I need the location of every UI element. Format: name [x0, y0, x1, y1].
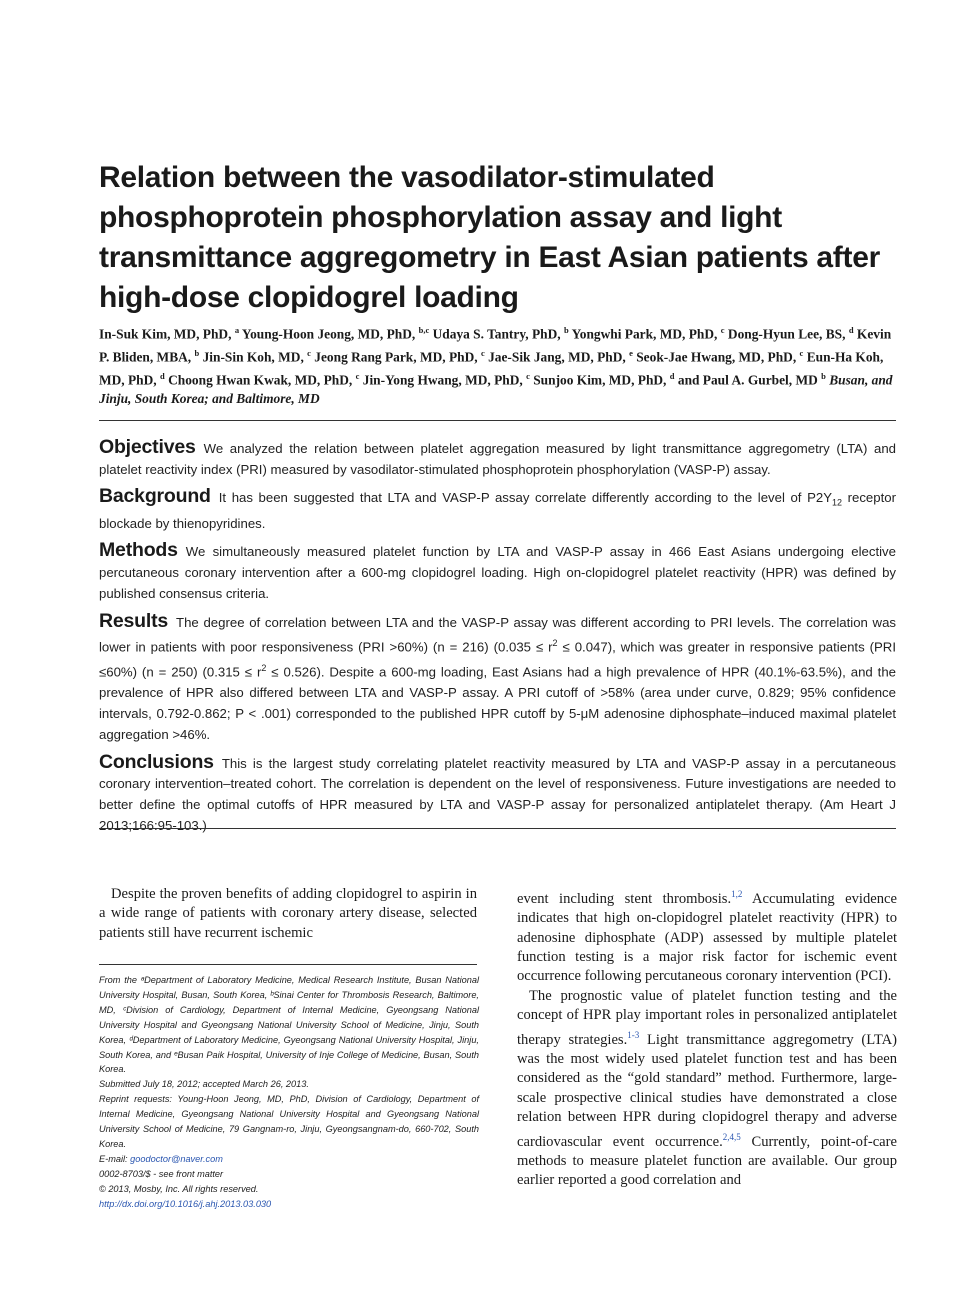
abstract-bottom-rule [99, 828, 896, 829]
objectives-heading: Objectives [99, 436, 196, 458]
background-text: It has been suggested that LTA and VASP-P assay correlate differently according to the level of P2Y [218, 490, 832, 506]
methods-text: We simultaneously measured platelet function by LTA and VASP-P assay in 466 East Asians undergoing elective percutaneous coronary intervention after a 600-mg clopidogrel loading. High on-clopidogrel platelet reactivity (HPR) was defined by published consensus criteria. [99, 544, 896, 601]
copyright-note: © 2013, Mosby, Inc. All rights reserved. [99, 1183, 259, 1194]
author-name: Udaya S. Tantry, PhD, [432, 326, 561, 342]
author-name: Jin-Yong Hwang, MD, PhD, [362, 372, 523, 388]
author-affiliation-mark: e [629, 347, 633, 358]
methods-heading: Methods [99, 539, 178, 562]
abstract-conclusions [99, 752, 896, 837]
abstract-results [99, 611, 896, 746]
author-affiliation-mark: c [355, 370, 360, 381]
conclusions-text: This is the largest study correlating platelet reactivity measured by LTA and VASP-P assay in a percutaneous coronary intervention–treated cohort. The correlation is dependent on the level of responsiveness. Future investigations are needed to better define the optimal cutoffs of HPR measured by LTA and VASP-P assay for personalized antiplatelet therapy. (Am Heart J 2013;166:95-103.) [99, 755, 896, 833]
author-affiliation-mark: c [307, 347, 311, 358]
author-name: Jin-Sin Koh, MD, [202, 349, 304, 365]
affiliations-note: From the ᵃDepartment of Laboratory Medicine, Medical Research Institute, Busan National University Hospital, Busan, South Korea, ᵇSinai Center for Thrombosis Research, Baltimore, MD, ᶜDivision of Cardiology, Department of Internal Medicine, Gyeongsang National University Hospital and Gyeongsang National University School of Medicine, Jinju, South Korea, ᵈDepartment of Laboratory Medicine, Gyeongsang National University Hospital, Jinju, South Korea, and ᵉBusan Paik Hospital, University of Inje College of Medicine, Busan, South Korea. [99, 975, 479, 1075]
author-affiliation-mark: b [194, 347, 200, 358]
citation-link[interactable]: 1,2 [731, 889, 743, 899]
author-affiliation-mark: a [234, 325, 240, 335]
author-name: Eun-Ha Koh, MD, PhD, [99, 349, 884, 388]
citation-link[interactable]: 2,4,5 [722, 1131, 741, 1142]
author-name: Yongwhi Park, MD, PhD, [571, 326, 718, 342]
body-paragraph-1 [517, 885, 897, 987]
author-affiliation-mark: c [480, 347, 485, 358]
article-title: Relation between the vasodilator-stimulated phosphoprotein phosphorylation assay and light transmittance aggregometry in East Asian patients after high-dose clopidogrel loading [99, 161, 880, 314]
author-name: Jeong Rang Park, MD, PhD, [314, 349, 478, 365]
abstract-background [99, 486, 896, 534]
author-affiliation-mark: c [799, 347, 804, 358]
results-sup-2: 2 [261, 663, 267, 674]
doi-link[interactable]: http://dx.doi.org/10.1016/j.ahj.2013.03.030 [99, 1198, 272, 1209]
background-subscript: 12 [832, 498, 843, 509]
author-list [99, 321, 899, 408]
background-text-end: receptor blockade by thienopyridines. [99, 490, 896, 531]
p2-text-b: Light transmittance aggregometry (LTA) was the most widely used platelet function test and has been considered as the “gold standard” method. Furthermore, large-scale prospective clinical studies have demonstrated a close relation between HPR during clopidogrel therapy and adverse cardiovascular event occurrence. [517, 1031, 897, 1150]
body-intro-left: Despite the proven benefits of adding clopidogrel to aspirin in a wide range of patients with coronary artery disease, selected patients still have recurrent ischemic [99, 886, 477, 941]
submitted-note: Submitted July 18, 2012; accepted March 26, 2013. [99, 1079, 309, 1090]
abstract [99, 437, 896, 836]
author-affiliation-mark: d [848, 325, 854, 335]
author-locations: Busan, and Jinju, South Korea; and Baltimore, MD [99, 372, 893, 406]
objectives-text: We analyzed the relation between platelet aggregation measured by light transmittance aggregometry (LTA) and platelet reactivity index (PRI) measured by vasodilator-stimulated phosphoprotein phosphorylation (VASP-P) assay. [99, 441, 896, 477]
p2-text-a: The prognostic value of platelet function testing and the concept of HPR play important roles in personalized antiplatelet therapy strategies. [517, 987, 897, 1048]
author-name: Choong Hwan Kwak, MD, PhD, [168, 372, 353, 388]
author-affiliation-mark: c [526, 370, 530, 381]
background-heading: Background [99, 485, 211, 508]
author-affiliation-mark: d [160, 370, 165, 381]
email-link[interactable]: goodoctor@naver.com [130, 1153, 223, 1164]
author-affiliation-mark: b [563, 325, 569, 335]
results-text-1: The degree of correlation between LTA and the VASP-P assay was different according to PRI levels. The correlation was lower in patients with poor responsiveness (PRI >60%) (n = 216) (0.035 ≤ r [99, 614, 896, 655]
p2-text-c: Currently, point-of-care methods to measure platelet function are available. Our group earlier reported a good correlation and [517, 1133, 897, 1189]
abstract-methods [99, 540, 896, 604]
results-text-2: ≤ 0.047), which was greater in responsive patients (PRI ≤60%) (n = 250) (0.315 ≤ r [99, 639, 896, 680]
author-affiliation-mark: b [821, 370, 826, 381]
author-name: Young-Hoon Jeong, MD, PhD, [241, 326, 416, 342]
citation-link[interactable]: 1-3 [627, 1029, 640, 1040]
abstract-objectives [99, 437, 896, 480]
author-name: Seok-Jae Hwang, MD, PhD, [636, 349, 797, 365]
reprint-note: Reprint requests: Young-Hoon Jeong, MD, PhD, Division of Cardiology, Department of Internal Medicine, Gyeongsang National University Hospital and Gyeongsang National University School of Medicine, 79 Gangnam-ro, Jinju, Gyeongsangnam-do, 660-702, South Korea. [99, 1094, 479, 1149]
p1-text-b: Accumulating evidence indicates that high on-clopidogrel platelet reactivity (HPR) to adenosine diphosphate (ADP) assessed by multiple platelet function testing is a major risk factor for ischemic event occurrence following percutaneous coronary intervention (PCI). [517, 890, 897, 985]
email-note [99, 1152, 479, 1167]
author-name: Sunjoo Kim, MD, PhD, [533, 372, 667, 388]
results-text-3: ≤ 0.526). Despite a 600-mg loading, East Asians had a high prevalence of HPR (40.1%-63.5%), and the prevalence of HPR also differed between LTA and VASP-P assay. A PRI cutoff of >58% (area under curve, 0.829; 95% confidence intervals, 0.792-0.862; P < .001) corresponded to the published HPR cutoff by 5-μM adenosine diphosphate–induced maximal platelet aggregation >46%. [99, 664, 896, 742]
author-name: In-Suk Kim, MD, PhD, [99, 326, 232, 342]
author-name: and Paul A. Gurbel, MD [677, 372, 818, 388]
author-affiliation-mark: d [669, 370, 675, 381]
email-label: E-mail: [99, 1153, 131, 1164]
footnote-rule [99, 964, 477, 965]
p1-text-a: event including stent thrombosis. [517, 890, 732, 907]
body-right-column [517, 885, 897, 1191]
results-heading: Results [99, 609, 169, 632]
abstract-top-rule [99, 420, 896, 421]
author-name: Dong-Hyun Lee, BS, [727, 326, 846, 342]
author-name: Kevin P. Bliden, MBA, [99, 326, 892, 365]
issn-note: 0002-8703/$ - see front matter [99, 1168, 224, 1179]
results-sup-1: 2 [552, 638, 558, 649]
body-paragraph-2 [517, 987, 897, 1191]
author-affiliation-mark: b,c [418, 325, 430, 335]
footnotes [99, 973, 479, 1212]
author-name: Jae-Sik Jang, MD, PhD, [488, 349, 626, 365]
conclusions-heading: Conclusions [99, 750, 214, 773]
author-affiliation-mark: c [720, 325, 725, 335]
